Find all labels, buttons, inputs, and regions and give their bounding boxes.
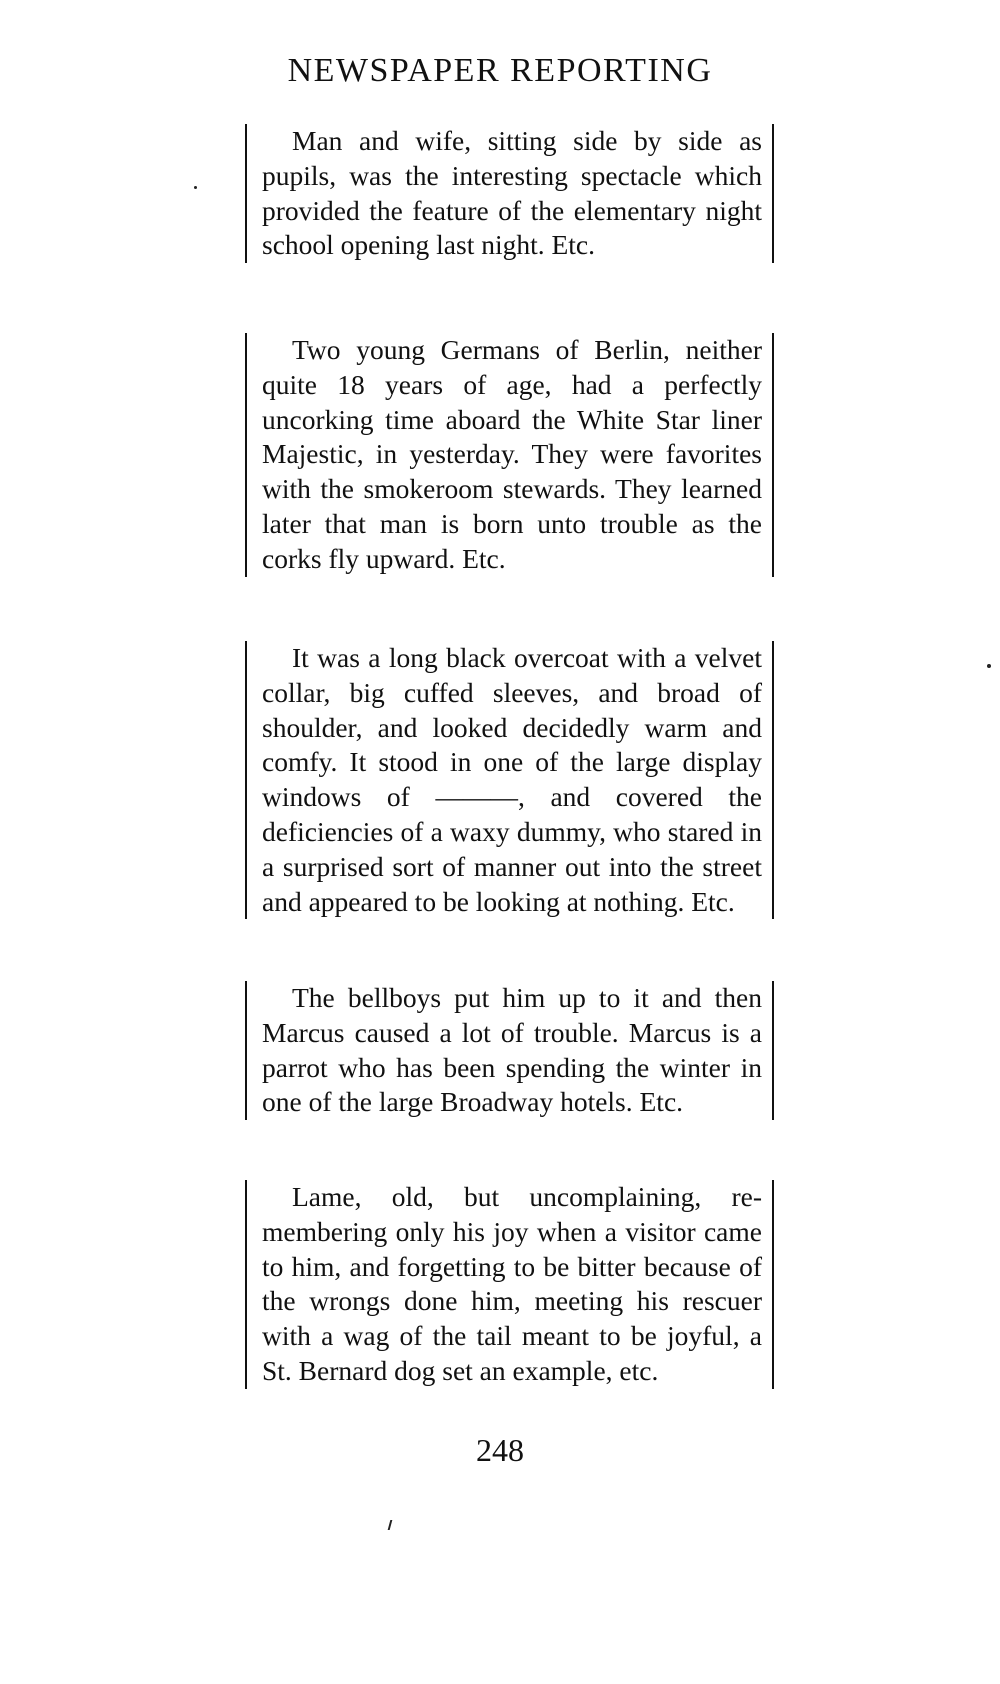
ink-speck: [987, 664, 991, 668]
page-title: NEWSPAPER REPORTING: [287, 52, 713, 89]
clipping-text: It was a long black overcoat with a velvet collar, big cuffed sleeves, and broad of shoulder, and looked decidedly warm and comfy. It stood in one of the large display windows of ———, and covered the deficiencies of a waxy dummy, who stared in a surprised sort of manner out into the street and appeared to be looking at nothing. Etc.: [262, 642, 762, 917]
newspaper-clipping: [245, 981, 774, 1120]
newspaper-clipping: [245, 333, 774, 577]
newspaper-clipping: [245, 641, 774, 919]
page-number: 248: [476, 1432, 524, 1468]
newspaper-clipping: [245, 1180, 774, 1389]
clipping-text: The bellboys put him up to it and then Marcus caused a lot of trouble. Marcus is a parrot who has been spending the winter in one of the large Broadway hotels. Etc.: [262, 982, 762, 1118]
ink-speck: [194, 186, 197, 189]
clipping-text: Lame, old, but uncomplaining, remembering only his joy when a visitor came to him, and forgetting to be bitter because of the wrongs done him, meeting his rescuer with a wag of the tail meant to be joyful, a St. Bernard dog set an example, etc.: [262, 1181, 762, 1386]
newspaper-clipping: [245, 124, 774, 263]
clipping-text: Man and wife, sitting side by side as pupils, was the interesting spectacle which provided the feature of the elementary night school opening last night. Etc.: [262, 125, 762, 261]
ink-speck: [388, 1520, 393, 1530]
clipping-text: Two young Germans of Berlin, neither quite 18 years of age, had a perfectly uncorking time aboard the White Star liner Majestic, in yesterday. They were favorites with the smokeroom stewards. They learned later that man is born unto trouble as the corks fly upward. Etc.: [262, 334, 762, 574]
